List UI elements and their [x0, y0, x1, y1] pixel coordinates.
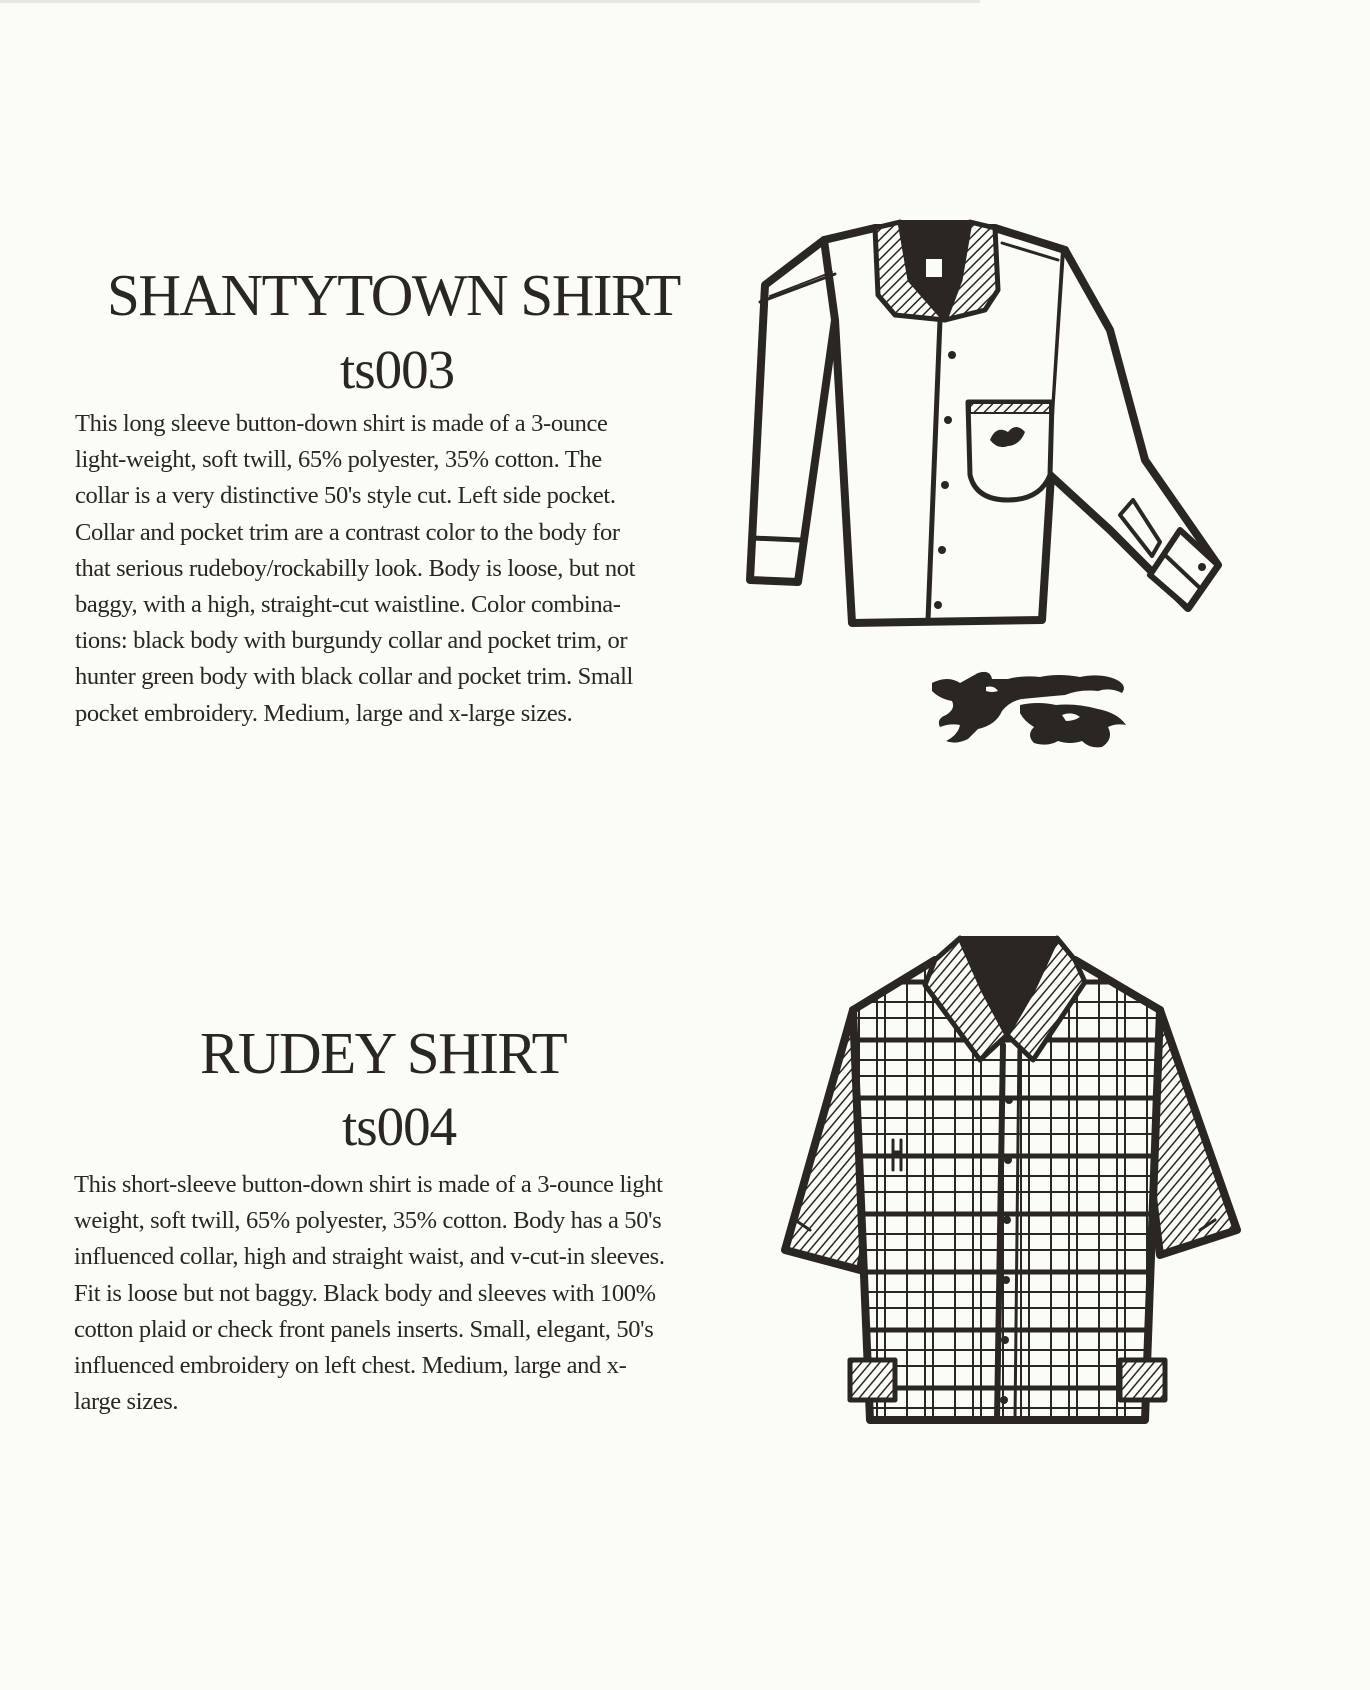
description-line: Collar and pocket trim are a contrast color to the body for [75, 518, 620, 546]
product-title: SHANTYTOWN SHIRT [107, 262, 680, 328]
description-line: Fit is loose but not baggy. Black body and sleeves with 100% [74, 1279, 656, 1307]
shantytown-shirt-section [0, 0, 1370, 800]
description-line: large sizes. [74, 1388, 179, 1416]
long-sleeve-shirt-illustration [740, 210, 1250, 640]
product-description [75, 406, 635, 732]
description-line: pocket embroidery. Medium, large and x-large sizes. [75, 699, 573, 727]
description-line: This short-sleeve button-down shirt is made of a 3-ounce light [74, 1171, 663, 1198]
description-line: influenced embroidery on left chest. Medium, large and x- [74, 1352, 627, 1380]
description-line: tions: black body with burgundy collar and pocket trim, or [75, 627, 628, 655]
description-line: collar is a very distinctive 50's style cut. Left side pocket. [75, 482, 616, 510]
description-line: baggy, with a high, straight-cut waistline. Color combina- [75, 591, 621, 619]
product-code: ts003 [340, 339, 455, 400]
lion-emblem [930, 665, 1130, 755]
product-code: ts004 [342, 1096, 457, 1157]
description-line: that serious rudeboy/rockabilly look. Body is loose, but not [75, 554, 636, 582]
description-line: influenced collar, high and straight waist, and v-cut-in sleeves. [74, 1243, 665, 1271]
product-title: RUDEY SHIRT [200, 1020, 567, 1086]
description-line: light-weight, soft twill, 65% polyester, 35% cotton. The [75, 446, 602, 474]
description-line: cotton plaid or check front panels inserts. Small, elegant, 50's [74, 1315, 654, 1343]
description-line: weight, soft twill, 65% polyester, 35% cotton. Body has a 50's [74, 1207, 662, 1235]
rudey-shirt-section [0, 800, 1370, 1690]
description-line: This long sleeve button-down shirt is made of a 3-ounce [75, 410, 608, 437]
short-sleeve-plaid-shirt-illustration [775, 920, 1255, 1410]
description-line: hunter green body with black collar and pocket trim. Small [75, 663, 634, 691]
product-description [74, 1167, 665, 1420]
